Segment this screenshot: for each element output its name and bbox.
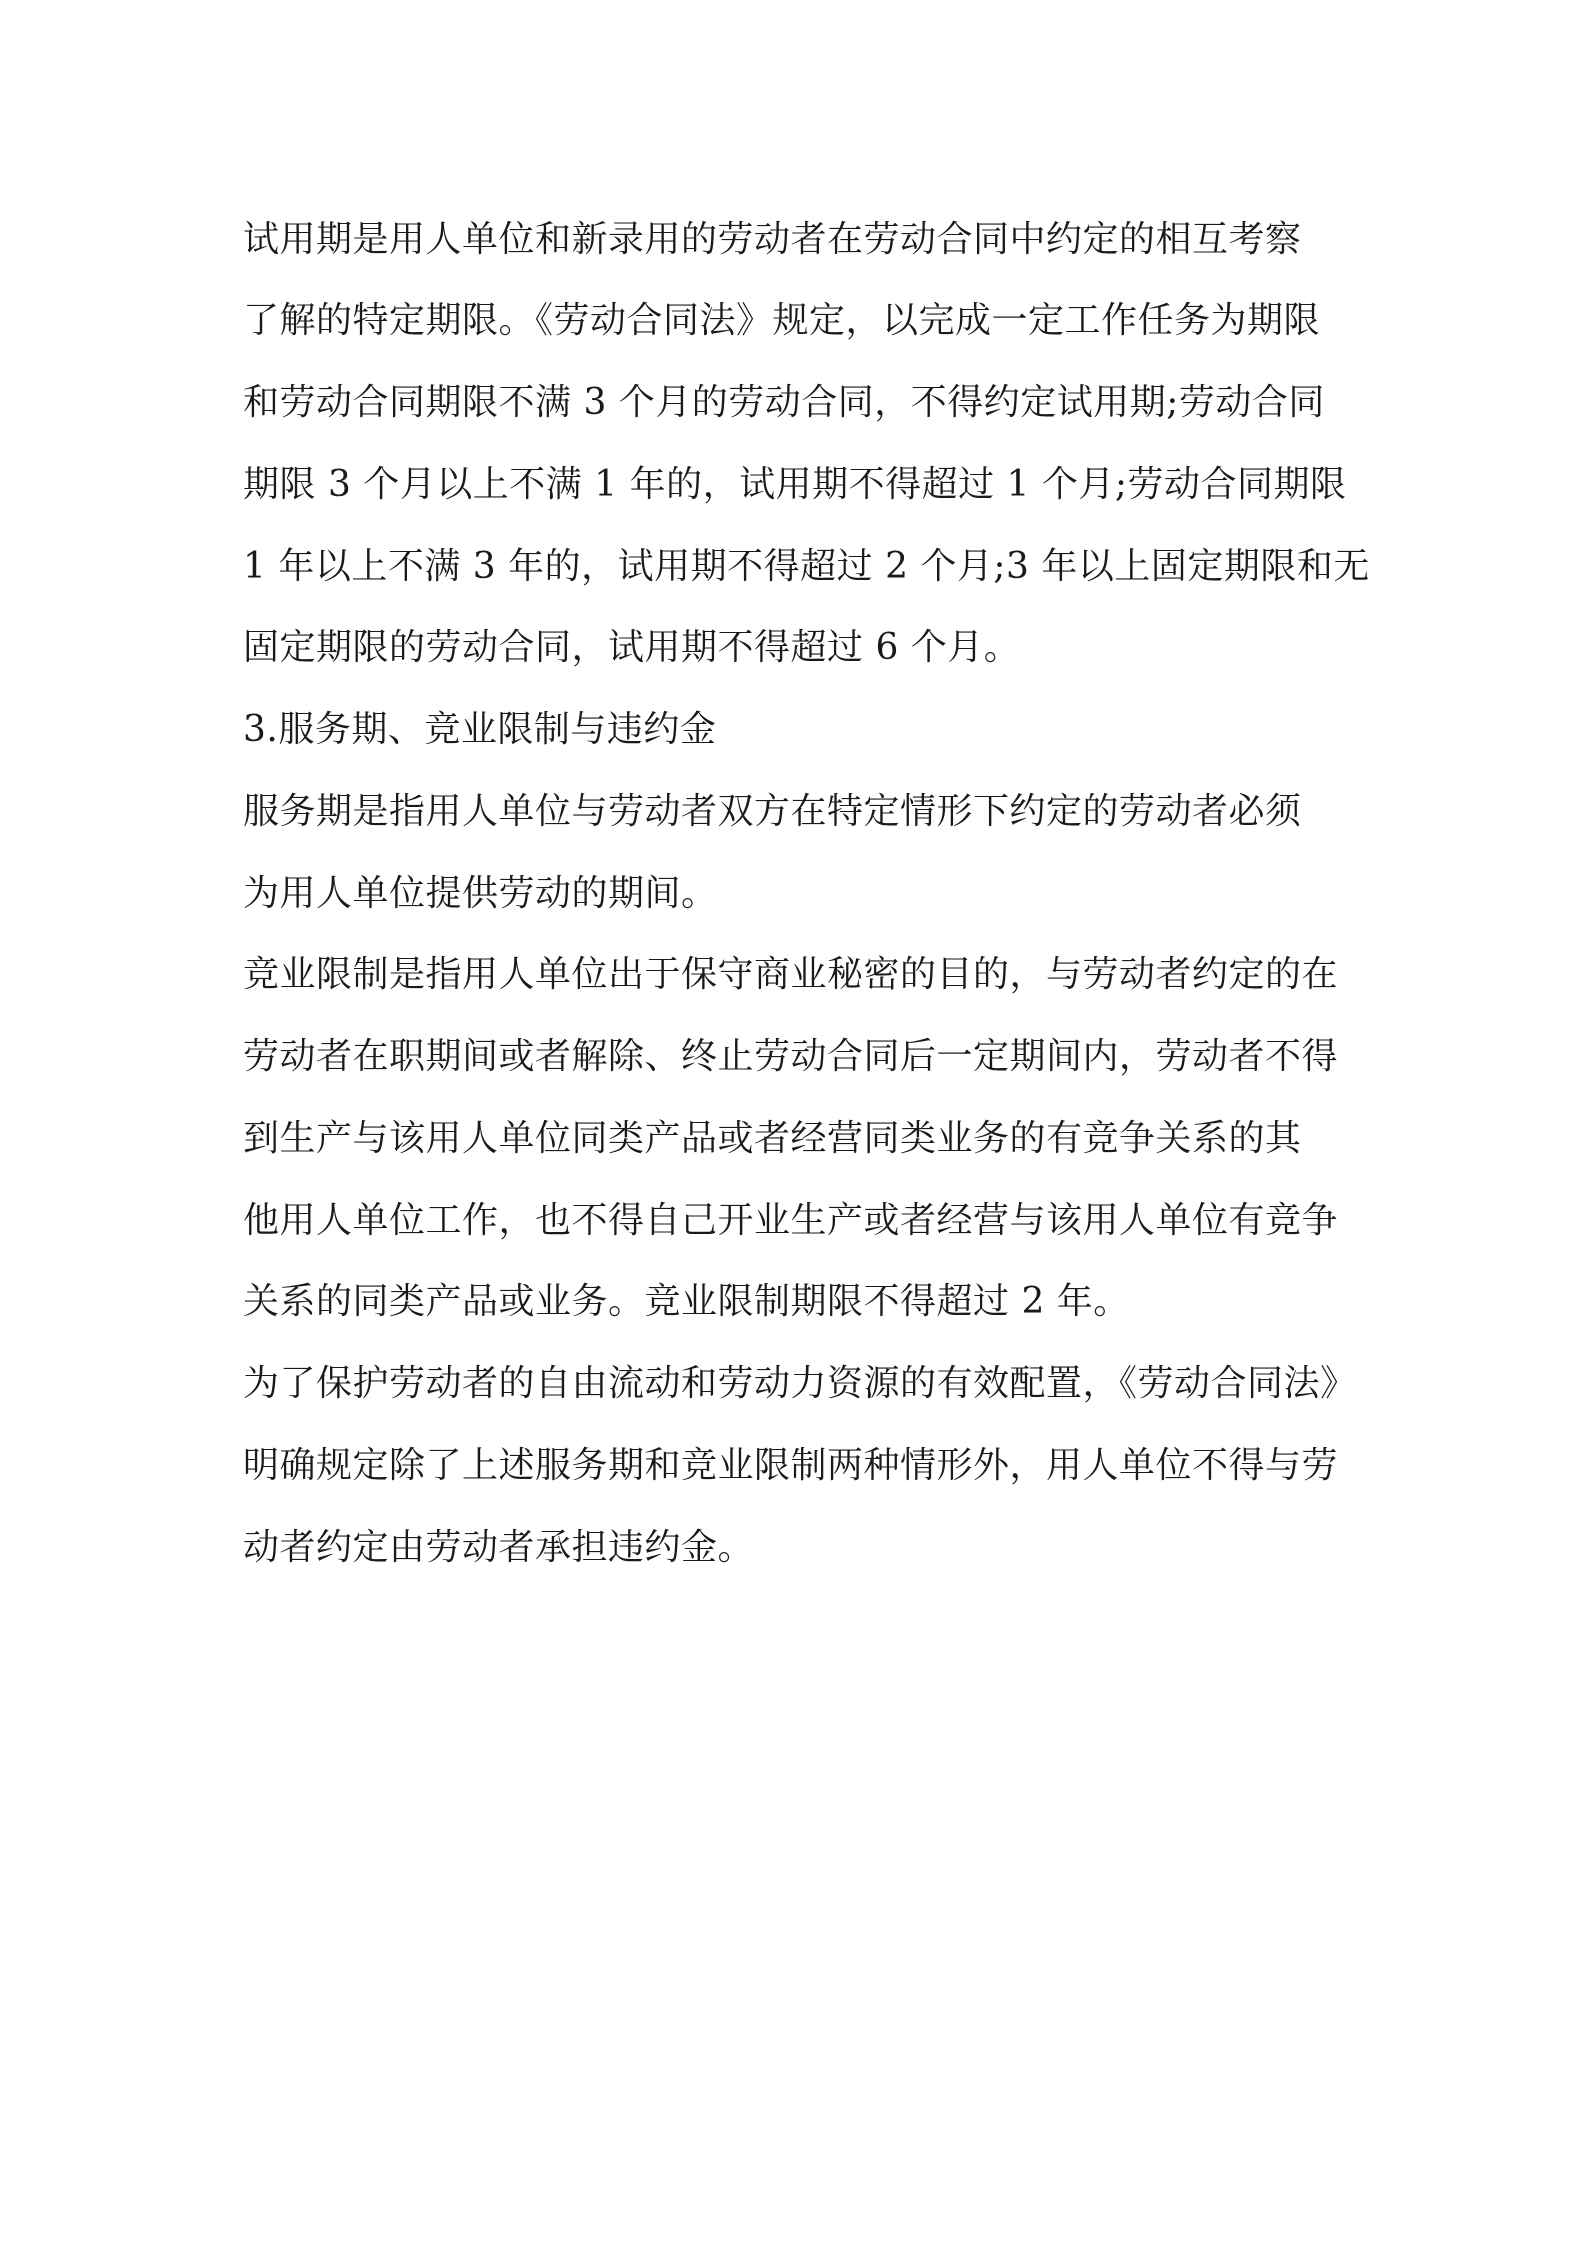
text-line: 期限 3 个月以上不满 1 年的，试用期不得超过 1 个月;劳动合同期限 bbox=[243, 464, 1347, 505]
text-line: 劳动者在职期间或者解除、终止劳动合同后一定期间内，劳动者不得 bbox=[243, 1036, 1339, 1077]
text-line: 他用人单位工作，也不得自己开业生产或者经营与该用人单位有竞争 bbox=[243, 1200, 1339, 1241]
text-line: 竞业限制是指用人单位出于保守商业秘密的目的，与劳动者约定的在 bbox=[243, 954, 1339, 995]
text-line: 为用人单位提供劳动的期间。 bbox=[243, 873, 718, 914]
section-heading: 3.服务期、竞业限制与违约金 bbox=[243, 709, 717, 750]
text-line: 和劳动合同期限不满 3 个月的劳动合同，不得约定试用期;劳动合同 bbox=[243, 382, 1325, 423]
text-line: 到生产与该用人单位同类产品或者经营同类业务的有竞争关系的其 bbox=[243, 1118, 1302, 1159]
text-line: 动者约定由劳动者承担违约金。 bbox=[243, 1527, 755, 1568]
text-line: 试用期是用人单位和新录用的劳动者在劳动合同中约定的相互考察 bbox=[243, 219, 1302, 260]
text-line: 为了保护劳动者的自由流动和劳动力资源的有效配置，《劳动合同法》 bbox=[243, 1363, 1357, 1404]
text-line: 明确规定除了上述服务期和竞业限制两种情形外，用人单位不得与劳 bbox=[243, 1445, 1339, 1486]
text-line: 服务期是指用人单位与劳动者双方在特定情形下约定的劳动者必须 bbox=[243, 791, 1302, 832]
text-line: 固定期限的劳动合同，试用期不得超过 6 个月。 bbox=[243, 627, 1021, 668]
text-line: 关系的同类产品或业务。竞业限制期限不得超过 2 年。 bbox=[243, 1281, 1130, 1322]
text-line: 了解的特定期限。《劳动合同法》规定，以完成一定工作任务为期限 bbox=[243, 300, 1321, 341]
text-line: 1 年以上不满 3 年的，试用期不得超过 2 个月;3 年以上固定期限和无 bbox=[243, 546, 1370, 587]
